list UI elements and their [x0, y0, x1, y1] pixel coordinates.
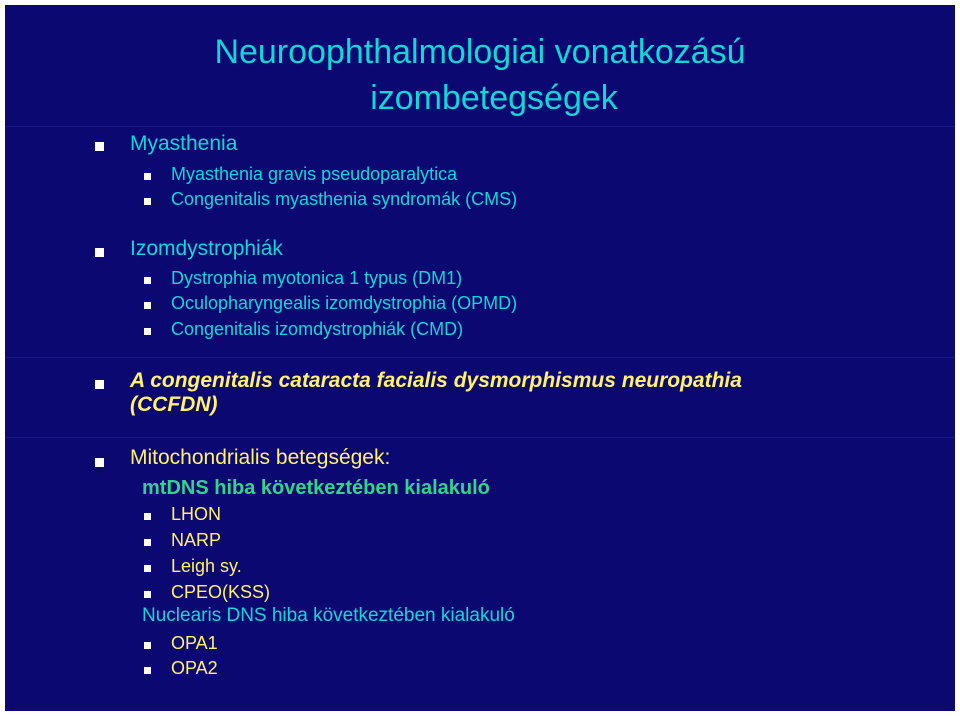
- section-heading-ccfdn: A congenitalis cataracta facialis dysmorphismus neuropathia: [130, 369, 742, 392]
- frame-divider: [5, 437, 955, 438]
- section-heading-myasthenia: Myasthenia: [130, 132, 238, 155]
- list-item: Oculopharyngealis izomdystrophia (OPMD): [171, 293, 518, 313]
- bullet-square-icon: [144, 591, 151, 598]
- section-heading-mitochondrialis: Mitochondrialis betegségek:: [130, 446, 391, 469]
- bullet-square-icon: [144, 173, 151, 180]
- section-heading-ccfdn-abbrev: (CCFDN): [130, 393, 218, 416]
- list-item: Dystrophia myotonica 1 typus (DM1): [171, 268, 463, 288]
- bullet-square-icon: [95, 380, 104, 389]
- frame-divider: [5, 126, 955, 127]
- subheading-nuclearis: Nuclearis DNS hiba következtében kialakuló: [142, 605, 515, 626]
- list-item: Congenitalis izomdystrophiák (CMD): [171, 319, 464, 339]
- slide-title-line-1: Neuroophthalmologiai vonatkozású: [214, 33, 746, 71]
- list-item: NARP: [171, 530, 222, 550]
- list-item: CPEO(KSS): [171, 582, 271, 602]
- section-heading-izomdystrophiak: Izomdystrophiák: [130, 237, 283, 260]
- list-item: OPA1: [171, 633, 218, 653]
- list-item: Congenitalis myasthenia syndromák (CMS): [171, 189, 518, 209]
- bullet-square-icon: [144, 667, 151, 674]
- slide: [5, 5, 955, 711]
- frame-divider: [5, 357, 955, 358]
- bullet-square-icon: [144, 539, 151, 546]
- list-item: OPA2: [171, 658, 218, 678]
- bullet-square-icon: [144, 565, 151, 572]
- slide-title-line-2: izombetegségek: [370, 79, 618, 117]
- bullet-square-icon: [144, 302, 151, 309]
- list-item: Leigh sy.: [171, 556, 242, 576]
- bullet-square-icon: [144, 198, 151, 205]
- bullet-square-icon: [144, 513, 151, 520]
- bullet-square-icon: [144, 642, 151, 649]
- bullet-square-icon: [95, 458, 104, 467]
- subheading-mtdns: mtDNS hiba következtében kialakuló: [142, 477, 490, 499]
- list-item: Myasthenia gravis pseudoparalytica: [171, 164, 458, 184]
- list-item: LHON: [171, 504, 222, 524]
- bullet-square-icon: [144, 277, 151, 284]
- bullet-square-icon: [144, 328, 151, 335]
- bullet-square-icon: [95, 248, 104, 257]
- bullet-square-icon: [95, 142, 104, 151]
